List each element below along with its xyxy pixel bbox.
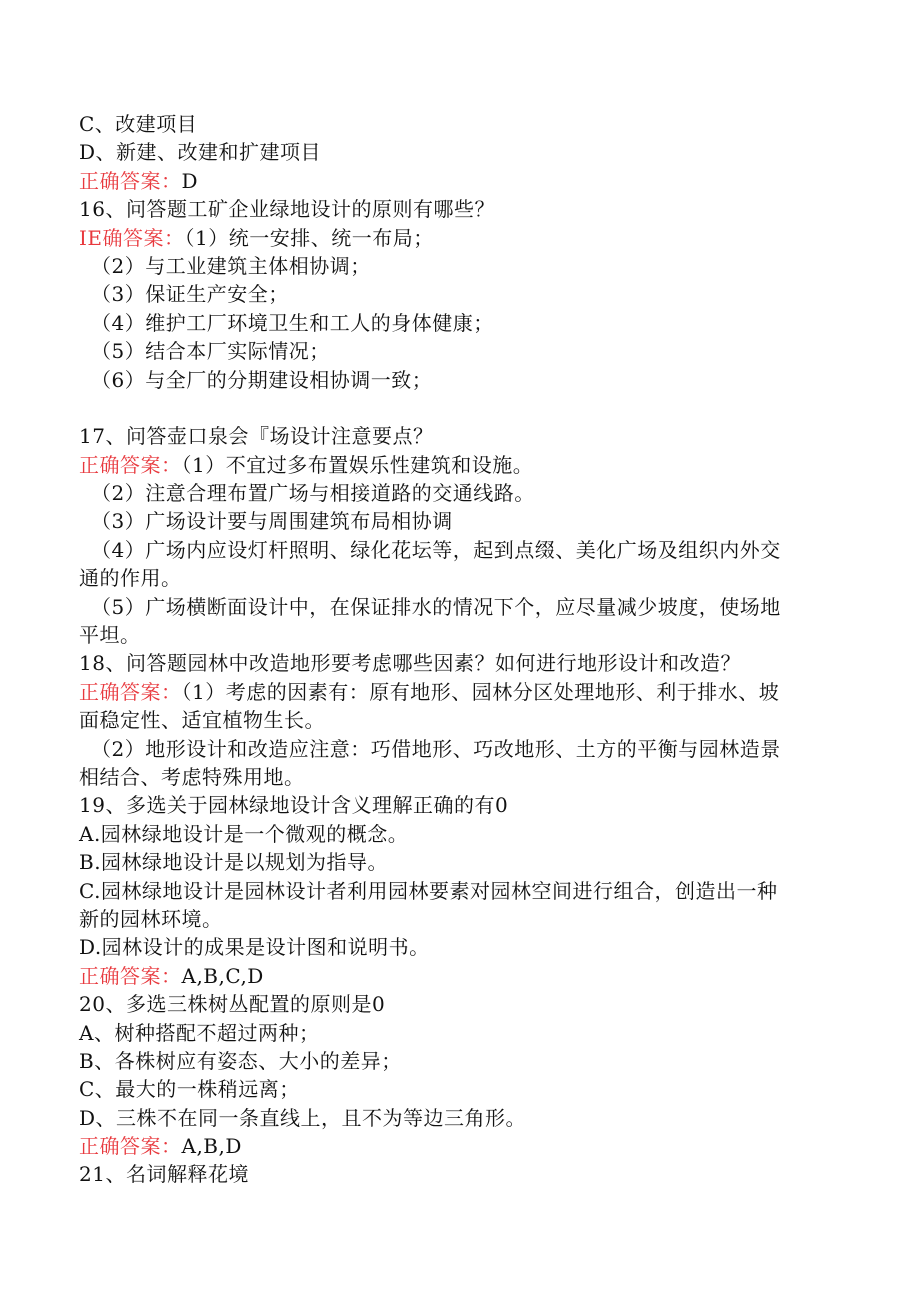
- answer-value: A,B,C,D: [181, 963, 264, 988]
- q20-option-a: A、树种搭配不超过两种；: [79, 1020, 320, 1045]
- answer-label: 正确答案：: [79, 1134, 182, 1159]
- q19-option-c: C.园林绿地设计是园林设计者利用园林要素对园林空间进行组合，创造出一种: [79, 878, 778, 903]
- q17-point: （5）广场横断面设计中，在保证排水的情况下个，应尽量减少坡度，使场地: [91, 594, 781, 619]
- q17-point: （2）注意合理布置广场与相接道路的交通线路。: [91, 481, 535, 506]
- q16-point: （2）与工业建筑主体相协调；: [91, 253, 371, 278]
- q15-option-d: D、新建、改建和扩建项目: [79, 140, 322, 165]
- answer-text: （1）统一安排、统一布局；: [184, 225, 434, 250]
- answer-label: 正确答案：: [79, 452, 182, 477]
- answer-text: （1）考虑的因素有：原有地形、园林分区处理地形、利于排水、坡: [181, 679, 780, 704]
- q15-answer: [79, 167, 839, 195]
- q20-option-c: C、最大的一株稍远离；: [79, 1077, 300, 1102]
- q18-point: （2）地形设计和改造应注意：巧借地形、巧改地形、土方的平衡与园林造景: [91, 736, 781, 761]
- q16-point: （5）结合本厂实际情况；: [91, 339, 330, 364]
- q20-answer: [79, 1132, 839, 1160]
- q16-point: （4）维护工厂环境卫生和工人的身体健康；: [91, 310, 494, 335]
- answer-label: IE确答案：: [79, 225, 185, 250]
- q19-option-c-cont: 新的园林环境。: [79, 906, 223, 931]
- q16-answer: [79, 224, 839, 252]
- q19-option-d: D.园林设计的成果是设计图和说明书。: [79, 935, 430, 960]
- answer-value: D: [181, 168, 199, 193]
- blank-line: [79, 394, 839, 422]
- q17-point-cont: 通的作用。: [79, 566, 182, 591]
- document-page: [79, 110, 839, 1189]
- q19-option-a: A.园林绿地设计是一个微观的概念。: [79, 821, 409, 846]
- answer-label: 正确答案：: [79, 963, 182, 988]
- q18-question: 18、问答题园林中改造地形要考虑哪些因素？如何进行地形设计和改造？: [79, 651, 741, 676]
- q15-option-c: C、改建项目: [79, 112, 198, 136]
- q17-point: （4）广场内应设灯杆照明、绿化花坛等，起到点缀、美化广场及组织内外交: [91, 537, 781, 562]
- q18-point-cont: 相结合、考虑特殊用地。: [79, 764, 305, 789]
- q16-point: （6）与全厂的分期建设相协调一致；: [91, 367, 433, 392]
- q19-option-b: B.园林绿地设计是以规划为指导。: [79, 850, 389, 875]
- q17-point: （3）广场设计要与周围建筑布局相协调: [91, 509, 453, 534]
- q17-answer: [79, 451, 839, 479]
- q20-question: 20、多选三株树丛配置的原则是0: [79, 992, 386, 1017]
- q17-question: 17、问答壶口泉会『场设计注意要点？: [79, 424, 434, 449]
- q20-option-d: D、三株不在同一条直线上，且不为等边三角形。: [79, 1105, 527, 1130]
- answer-label: 正确答案：: [79, 679, 182, 704]
- answer-label: 正确答案：: [79, 168, 182, 193]
- q18-answer: [79, 678, 839, 706]
- q16-point: （3）保证生产安全；: [91, 282, 289, 307]
- q20-option-b: B、各株树应有姿态、大小的差异；: [79, 1048, 402, 1073]
- q17-point-cont: 平坦。: [79, 623, 141, 648]
- answer-value: A,B,D: [181, 1134, 242, 1159]
- q19-answer: [79, 962, 839, 990]
- q19-question: 19、多选关于园林绿地设计含义理解正确的有0: [79, 793, 509, 818]
- q21-question: 21、名词解释花境: [79, 1162, 249, 1187]
- q16-question: 16、问答题工矿企业绿地设计的原则有哪些？: [79, 197, 495, 222]
- q18-answer-cont: 面稳定性、适宜植物生长。: [79, 708, 325, 733]
- answer-text: （1）不宜过多布置娱乐性建筑和设施。: [181, 452, 534, 477]
